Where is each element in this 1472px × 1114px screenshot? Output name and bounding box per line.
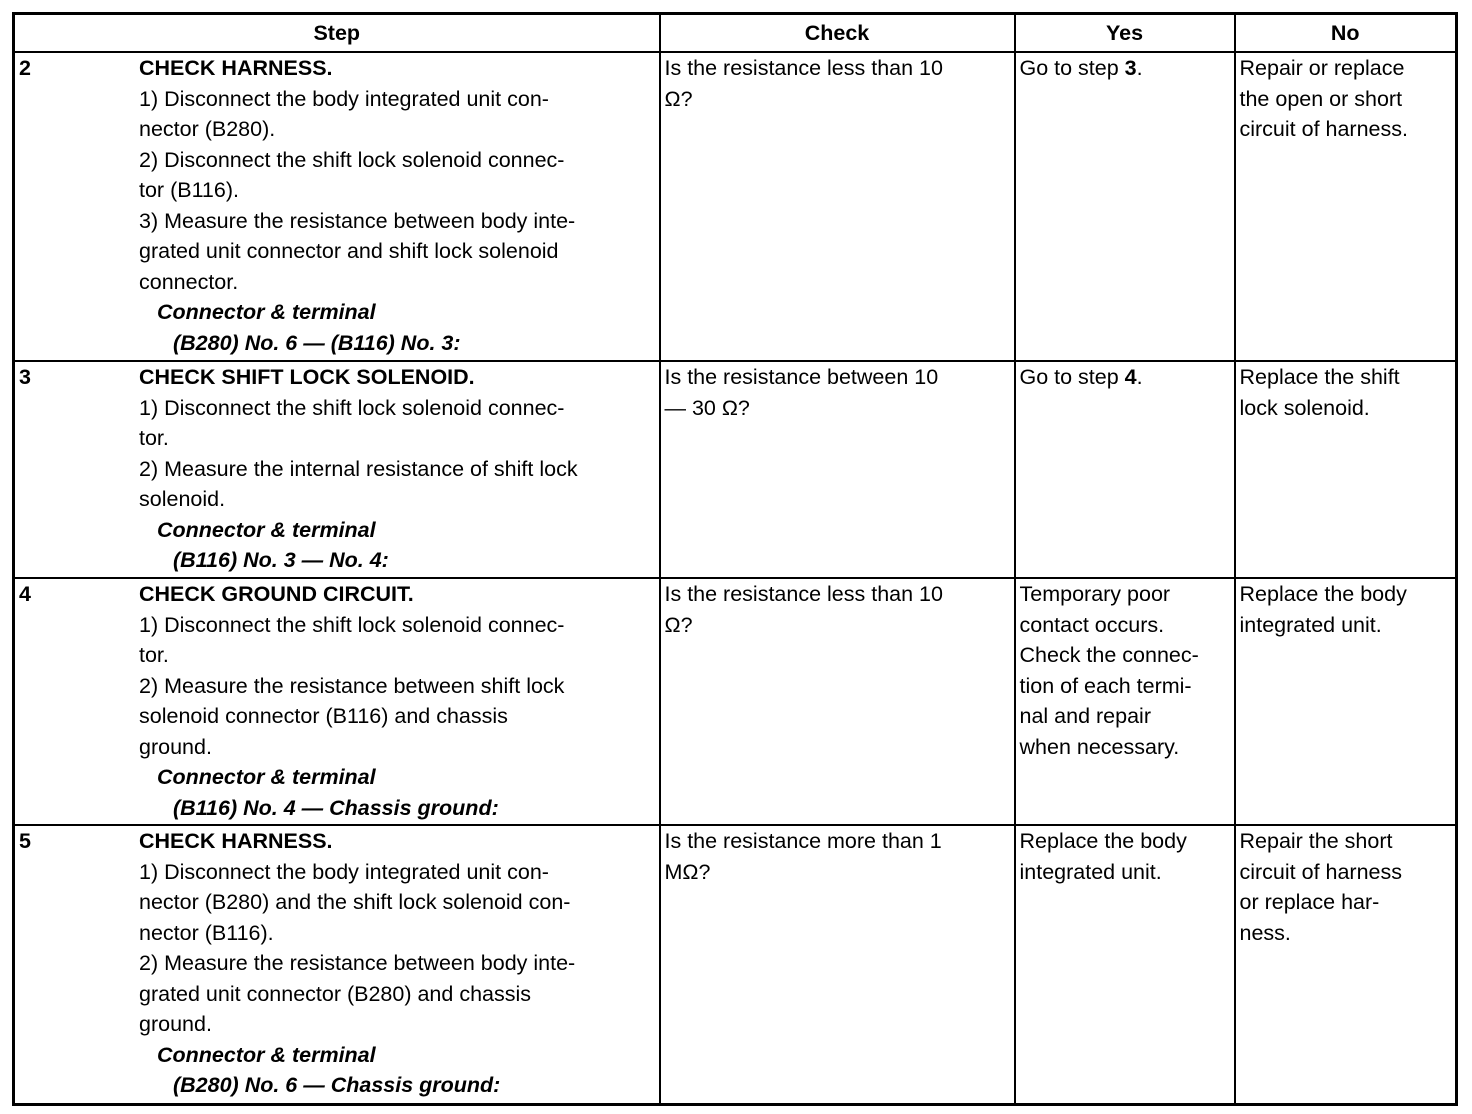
connector-terminal-value: (B116) No. 3 — No. 4: xyxy=(173,548,389,572)
step-instruction-line: nector (B280) and the shift lock solenoid con- xyxy=(139,890,571,914)
yes-line xyxy=(1020,362,1230,393)
yes-step-ref: 4 xyxy=(1124,365,1137,389)
step-body xyxy=(139,53,655,358)
step-instruction-line: connector. xyxy=(139,269,239,294)
step-number: 4 xyxy=(19,582,31,606)
no-line: Replace the body xyxy=(1239,582,1407,606)
no-line: or replace har- xyxy=(1239,890,1380,914)
step-title: CHECK HARNESS. xyxy=(139,829,333,853)
connector-terminal-value: (B116) No. 4 — Chassis ground: xyxy=(173,795,499,820)
step-cell xyxy=(14,361,660,578)
yes-line: integrated unit. xyxy=(1019,859,1162,884)
check-line: Ω? xyxy=(664,612,693,637)
no-line: Repair or replace xyxy=(1239,56,1405,80)
step-number: 2 xyxy=(19,56,31,80)
yes-step-ref: 3 xyxy=(1124,56,1137,80)
step-instruction-line: 2) Disconnect the shift lock solenoid connec- xyxy=(139,147,565,172)
connector-terminal-value: (B280) No. 6 — Chassis ground: xyxy=(173,1073,501,1097)
yes-cell xyxy=(1015,361,1235,578)
table-row xyxy=(14,578,1457,825)
yes-line: Check the connec- xyxy=(1019,643,1199,667)
check-cell xyxy=(660,361,1015,578)
no-line: lock solenoid. xyxy=(1239,395,1370,420)
step-number: 3 xyxy=(19,365,31,389)
no-line: integrated unit. xyxy=(1239,612,1382,637)
no-cell xyxy=(1235,578,1457,825)
step-instruction-line: 2) Measure the resistance between body inte- xyxy=(139,951,576,975)
yes-line: contact occurs. xyxy=(1019,612,1165,637)
check-cell xyxy=(660,52,1015,361)
header-yes: Yes xyxy=(1015,14,1235,53)
step-body xyxy=(139,826,655,1101)
check-line: Ω? xyxy=(664,86,693,111)
diagnostic-table xyxy=(12,12,1458,1106)
check-cell xyxy=(660,578,1015,825)
header-no: No xyxy=(1235,14,1457,53)
header-check: Check xyxy=(660,14,1015,53)
table-row xyxy=(14,825,1457,1104)
check-line: Is the resistance less than 10 xyxy=(664,582,943,606)
step-instruction-line: nector (B280). xyxy=(139,117,276,141)
step-instruction-line: 1) Disconnect the shift lock solenoid connec- xyxy=(139,612,565,637)
check-line: — 30 Ω? xyxy=(664,395,750,420)
step-title: CHECK HARNESS. xyxy=(139,56,333,80)
no-line: Repair the short xyxy=(1239,829,1393,853)
step-instruction-line: ground. xyxy=(139,734,212,759)
no-cell xyxy=(1235,825,1457,1104)
yes-line: Replace the body xyxy=(1019,829,1187,853)
step-cell xyxy=(14,52,660,361)
yes-suffix: . xyxy=(1136,365,1143,389)
step-cell xyxy=(14,825,660,1104)
connector-terminal-label: Connector & terminal xyxy=(157,517,376,542)
header-step: Step xyxy=(14,14,660,53)
yes-suffix: . xyxy=(1136,56,1143,80)
check-line: Is the resistance less than 10 xyxy=(664,56,943,80)
yes-prefix: Go to step xyxy=(1019,365,1125,389)
step-instruction-line: grated unit connector and shift lock solenoid xyxy=(139,239,559,263)
check-cell xyxy=(660,825,1015,1104)
connector-terminal-label: Connector & terminal xyxy=(157,1042,376,1067)
header-row xyxy=(14,14,1457,53)
yes-cell xyxy=(1015,825,1235,1104)
yes-line xyxy=(1020,53,1230,84)
step-instruction-line: tor. xyxy=(139,426,169,450)
yes-cell xyxy=(1015,578,1235,825)
step-cell xyxy=(14,578,660,825)
step-instruction-line: tor (B116). xyxy=(139,178,239,202)
connector-terminal-value: (B280) No. 6 — (B116) No. 3: xyxy=(173,330,461,355)
step-body xyxy=(139,579,655,823)
step-instruction-line: 3) Measure the resistance between body inte- xyxy=(139,208,576,233)
yes-prefix: Go to step xyxy=(1019,56,1125,80)
no-line: circuit of harness. xyxy=(1239,117,1408,141)
check-line: Is the resistance more than 1 xyxy=(664,829,942,853)
step-instruction-line: solenoid. xyxy=(139,487,226,511)
no-cell xyxy=(1235,361,1457,578)
connector-terminal-label: Connector & terminal xyxy=(157,300,376,324)
step-instruction-line: solenoid connector (B116) and chassis xyxy=(139,704,508,728)
yes-cell xyxy=(1015,52,1235,361)
no-cell xyxy=(1235,52,1457,361)
step-instruction-line: nector (B116). xyxy=(139,920,274,945)
yes-line: when necessary. xyxy=(1019,734,1180,759)
step-instruction-line: tor. xyxy=(139,643,169,667)
table-row xyxy=(14,52,1457,361)
step-instruction-line: 1) Disconnect the body integrated unit con- xyxy=(139,86,549,111)
check-line: MΩ? xyxy=(664,859,711,884)
no-line: the open or short xyxy=(1239,86,1403,111)
step-instruction-line: 2) Measure the internal resistance of shift lock xyxy=(139,456,578,481)
yes-line: Temporary poor xyxy=(1019,582,1171,606)
step-instruction-line: 1) Disconnect the body integrated unit con- xyxy=(139,859,549,884)
table-body xyxy=(14,52,1457,1104)
yes-line: nal and repair xyxy=(1019,704,1151,728)
step-instruction-line: grated unit connector (B280) and chassis xyxy=(139,981,532,1006)
step-number: 5 xyxy=(19,829,31,853)
step-instruction-line: 2) Measure the resistance between shift lock xyxy=(139,673,565,698)
no-line: Replace the shift xyxy=(1239,365,1400,389)
step-instruction-line: ground. xyxy=(139,1012,212,1036)
check-line: Is the resistance between 10 xyxy=(664,365,939,389)
step-title: CHECK GROUND CIRCUIT. xyxy=(139,582,414,606)
table-row xyxy=(14,361,1457,578)
no-line: circuit of harness xyxy=(1239,859,1403,884)
step-body xyxy=(139,362,655,576)
connector-terminal-label: Connector & terminal xyxy=(157,765,376,789)
step-instruction-line: 1) Disconnect the shift lock solenoid connec- xyxy=(139,395,565,420)
no-line: ness. xyxy=(1239,920,1291,945)
step-title: CHECK SHIFT LOCK SOLENOID. xyxy=(139,365,475,389)
yes-line: tion of each termi- xyxy=(1019,673,1192,698)
